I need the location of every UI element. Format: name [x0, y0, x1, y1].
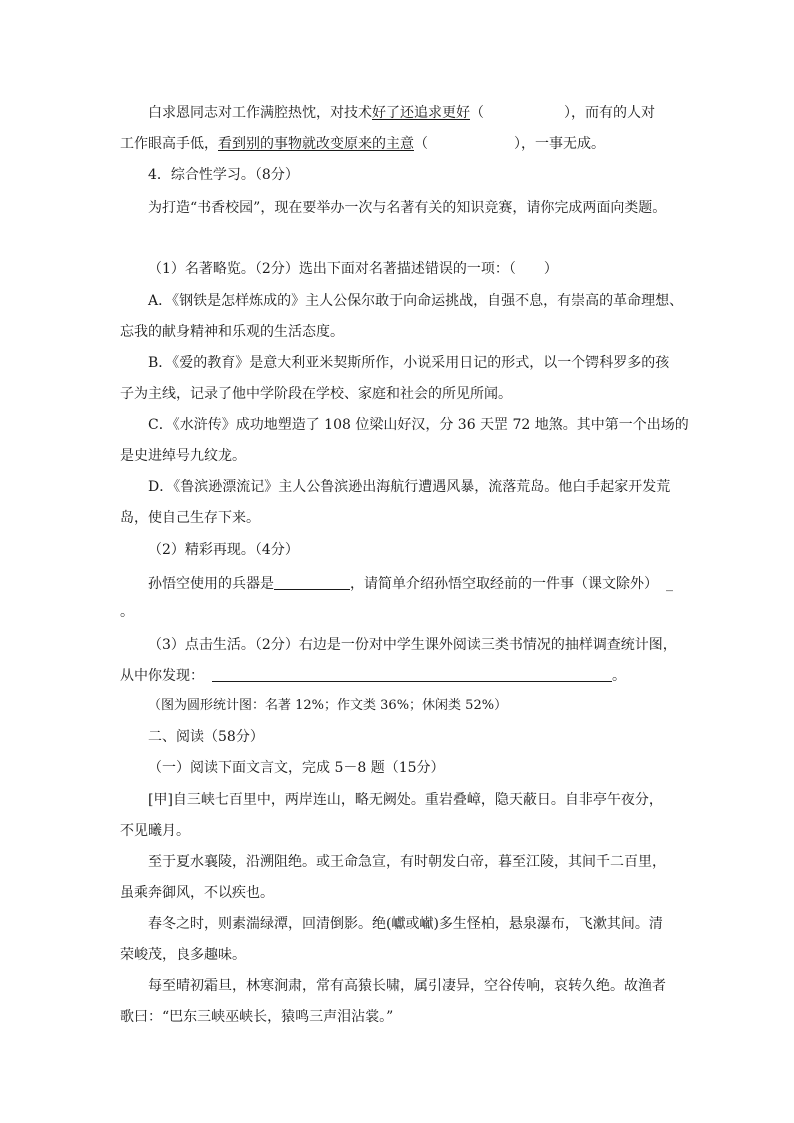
question-4-2-text — [148, 575, 673, 593]
passage-jia-line-3: 至于夏水襄陵，沿溯阻绝。或王命急宣，有时朝发白帝，暮至江陵，其间千二百里， — [148, 854, 666, 870]
option-a-line-1: A．《钢铁是怎样炼成的》主人公保尔敢于向命运挑战，自强不息，有崇高的革命理想、 — [148, 293, 684, 309]
option-b-line-2: 子为主线，记录了他中学阶段在学校、家庭和社会的所见所闻。 — [120, 386, 512, 402]
section-2-part-1-heading: （一）阅读下面文言文，完成 5－8 题（15分） — [148, 760, 445, 776]
paren-open: （ — [414, 136, 428, 152]
passage-jia-line-6: 荣峻茂，良多趣味。 — [120, 947, 246, 963]
para-baiqiuen-line-1 — [148, 104, 655, 122]
text-segment: ），而有的人对 — [564, 105, 655, 121]
option-d-line-1: D．《鲁滨逊漂流记》主人公鲁滨逊出海航行遭遇风暴，流落荒岛。他白手起家开发荒 — [148, 479, 671, 495]
passage-jia-line-5: 春冬之时，则素湍绿潭，回清倒影。绝(巘或𪩘)多生怪柏，悬泉瀑布，飞漱其间。清 — [148, 916, 663, 932]
passage-jia-line-1: [甲]自三峡七百里中，两岸连山，略无阙处。重岩叠嶂，隐天蔽日。自非亭午夜分， — [148, 792, 663, 808]
chart-note: （图为圆形统计图：名著 12%；作文类 36%；休闲类 52%） — [148, 698, 508, 713]
text-segment: 孙悟空使用的兵器是 — [148, 576, 274, 592]
question-4-intro: 为打造“书香校园”，现在要举办一次与名著有关的知识竞赛，请你完成两面向类题。 — [148, 200, 667, 216]
text-segment: ，请简单介绍孙悟空取经前的一件事（课文除外） — [350, 576, 658, 592]
option-c-line-1: C．《水浒传》成功地塑造了 108 位梁山好汉，分 36 天罡 72 地煞。其中第一个出场的 — [148, 417, 689, 433]
option-d-line-2: 岛，使自己生存下来。 — [120, 510, 260, 526]
passage-jia-line-2: 不见曦月。 — [120, 823, 190, 839]
option-a-line-2: 忘我的献身精神和乐观的生活态度。 — [120, 324, 344, 340]
weapon-answer-blank[interactable] — [274, 575, 350, 590]
question-4-3-answer-line — [120, 667, 626, 685]
passage-jia-line-7: 每至晴初霜旦，林寒涧肃，常有高猿长啸，属引凄异，空谷传响，哀转久绝。故渔者 — [148, 978, 666, 994]
story-answer-blank[interactable]: _ — [666, 576, 673, 592]
option-c-line-2: 是史进绰号九纹龙。 — [120, 448, 246, 464]
text-segment: 工作眼高手低， — [120, 136, 218, 152]
text-segment: 从中你发现： — [120, 668, 204, 684]
question-4-2-end: 。 — [120, 604, 134, 620]
underlined-phrase-2: 看到别的事物就改变原来的主意 — [218, 136, 414, 152]
section-2-heading: 二、阅读（58分） — [148, 729, 264, 745]
question-4-2: （2）精彩再现。（4分） — [148, 542, 299, 558]
text-segment: 白求恩同志对工作满腔热忱，对技术 — [148, 105, 372, 121]
para-baiqiuen-line-2 — [120, 135, 605, 153]
passage-jia-line-4: 虽乘奔御风，不以疾也。 — [120, 885, 274, 901]
paren-open: （ — [470, 105, 484, 121]
question-4-3: （3）点击生活。（2分）右边是一份对中学生课外阅读三类书情况的抽样调查统计图， — [148, 637, 677, 653]
text-segment: ），一事无成。 — [514, 136, 605, 152]
question-4-heading: 4．综合性学习。（8分） — [148, 167, 299, 183]
passage-jia-line-8: 歌曰：“巴东三峡巫峡长，猿鸣三声泪沾裳。” — [120, 1009, 394, 1025]
option-b-line-1: B．《爱的教育》是意大利亚米契斯所作，小说采用日记的形式，以一个锷科罗多的孩 — [148, 355, 670, 371]
question-4-1: （1）名著略览。（2分）选出下面对名著描述错误的一项：（ ） — [148, 261, 558, 277]
finding-answer-blank[interactable] — [212, 667, 612, 682]
text-segment: 。 — [612, 668, 626, 684]
underlined-phrase-1: 好了还追求更好 — [372, 105, 470, 121]
